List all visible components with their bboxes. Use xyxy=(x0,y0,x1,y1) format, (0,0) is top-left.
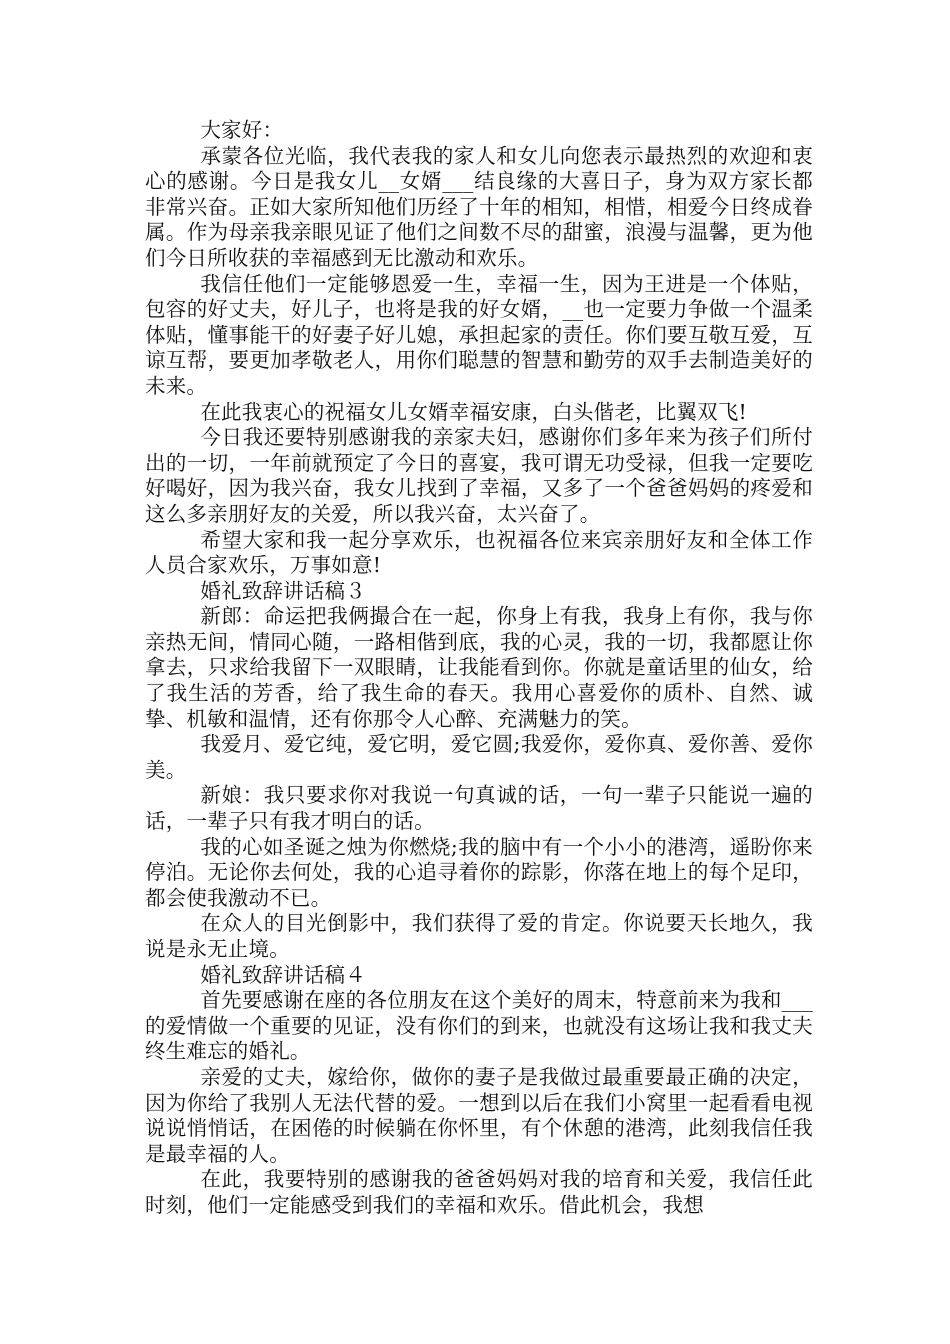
paragraph: 希望大家和我一起分享欢乐，也祝福各位来宾亲朋好友和全体工作人员合家欢乐，万事如意! xyxy=(145,527,813,578)
paragraph: 承蒙各位光临，我代表我的家人和女儿向您表示最热烈的欢迎和衷心的感谢。今日是我女儿__女婿___结良缘的大喜日子，身为双方家长都非常兴奋。正如大家所知他们历经了十年的相知，相惜，相爱今日终成眷属。作为母亲我亲眼见证了他们之间数不尽的甜蜜，浪漫与温馨，更为他们今日所收获的幸福感到无比激动和欢乐。 xyxy=(145,143,813,270)
section-heading: 婚礼致辞讲话稿４ xyxy=(200,962,366,987)
paragraph: 我的心如圣诞之烛为你燃烧;我的脑中有一个小小的港湾，遥盼你来停泊。无论你去何处，我的心追寻着你的踪影，你落在地上的每个足印，都会使我激动不已。 xyxy=(145,834,813,910)
greeting-line: 大家好： xyxy=(200,118,284,142)
paragraph: 在此，我要特别的感谢我的爸爸妈妈对我的培育和关爱，我信任此时刻，他们一定能感受到我们的幸福和欢乐。借此机会，我想 xyxy=(145,1167,813,1217)
paragraph: 我信任他们一定能够恩爱一生，幸福一生，因为王进是一个体贴，包容的好丈夫，好儿子，也将是我的好女婿，__也一定要力争做一个温柔体贴，懂事能干的好妻子好儿媳，承担起家的责任。你们要互敬互爱，互谅互帮，要更加孝敬老人，用你们聪慧的智慧和勤劳的双手去制造美好的未来。 xyxy=(145,271,813,398)
paragraph: 新郎：命运把我俩撮合在一起，你身上有我，我身上有你，我与你亲热无间，情同心随，一路相偕到底，我的心灵，我的一切，我都愿让你拿去，只求给我留下一双眼睛，让我能看到你。你就是童话里的仙女，给了我生活的芳香，给了我生命的春天。我用心喜爱你的质朴、自然、诚挚、机敏和温情，还有你那令人心醉、充满魅力的笑。 xyxy=(145,604,813,731)
paragraph: 新娘：我只要求你对我说一句真诚的话，一句一辈子只能说一遍的话，一辈子只有我才明白的话。 xyxy=(145,783,813,834)
paragraph: 首先要感谢在座的各位朋友在这个美好的周末，特意前来为我和___的爱情做一个重要的见证，没有你们的到来，也就没有这场让我和我丈夫终生难忘的婚礼。 xyxy=(145,988,813,1064)
document-page xyxy=(145,118,813,1219)
paragraph: 今日我还要特别感谢我的亲家夫妇，感谢你们多年来为孩子们所付出的一切，一年前就预定了今日的喜宴，我可谓无功受禄，但我一定要吃好喝好，因为我兴奋，我女儿找到了幸福，又多了一个爸爸妈妈的疼爱和这么多亲朋好友的关爱，所以我兴奋，太兴奋了。 xyxy=(145,425,813,526)
section-heading: 婚礼致辞讲话稿３ xyxy=(200,578,366,603)
paragraph: 在此我衷心的祝福女儿女婿幸福安康，白头偕老，比翼双飞! xyxy=(200,399,747,424)
paragraph: 我爱月、爱它纯，爱它明，爱它圆;我爱你，爱你真、爱你善、爱你美。 xyxy=(145,732,813,782)
paragraph: 在众人的目光倒影中，我们获得了爱的肯定。你说要天长地久，我说是永无止境。 xyxy=(145,911,813,961)
paragraph: 亲爱的丈夫，嫁给你，做你的妻子是我做过最重要最正确的决定，因为你给了我别人无法代替的爱。一想到以后在我们小窝里一起看看电视说说悄悄话，在困倦的时候躺在你怀里，有个休憩的港湾，此刻我信任我是最幸福的人。 xyxy=(145,1064,813,1166)
